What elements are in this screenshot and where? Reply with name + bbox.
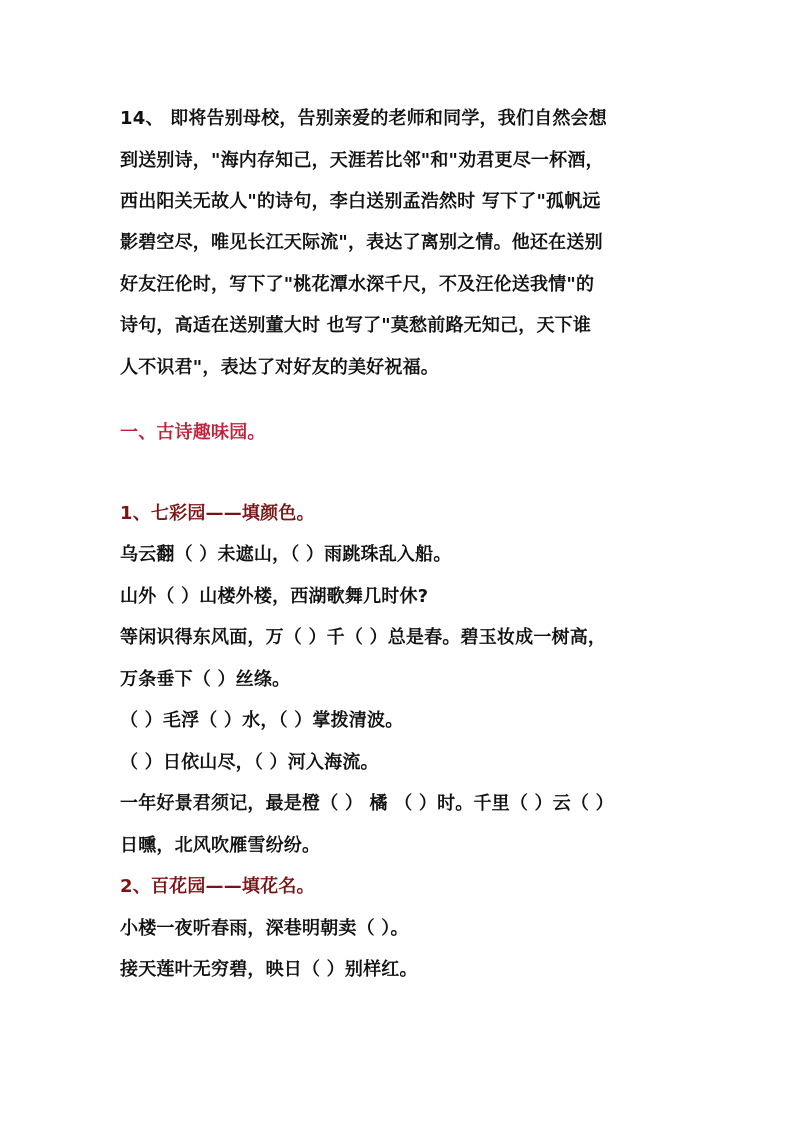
intro-line-6: 诗句，高适在送别董大时 也写了"莫愁前路无知己，天下谁 — [120, 315, 592, 336]
part1-line-4: 万条垂下（ ）丝绦。 — [120, 669, 291, 690]
part1-line-6: （ ）日依山尽，（ ）河入海流。 — [120, 752, 379, 773]
part1-title: 1、七彩园——填颜色。 — [120, 503, 315, 524]
part1-line-8: 日曛，北风吹雁雪纷纷。 — [120, 835, 321, 856]
part1-line-3: 等闲识得东风面，万（ ）千（ ）总是春。碧玉妆成一树高， — [120, 627, 607, 648]
part2-title: 2、百花园——填花名。 — [120, 876, 315, 897]
part1-line-2: 山外（ ）山楼外楼，西湖歌舞几时休? — [120, 586, 429, 607]
intro-line-7: 人不识君"，表达了对好友的美好祝福。 — [120, 357, 439, 378]
intro-line-3: 西出阳关无故人"的诗句，李白送别孟浩然时 写下了"孤帆远 — [120, 191, 601, 212]
part2-line-2: 接天莲叶无穷碧，映日（ ）别样红。 — [120, 959, 418, 980]
section-title: 一、古诗趣味园。 — [120, 422, 266, 443]
part1-line-5: （ ）毛浮（ ）水，（ ）掌拨清波。 — [120, 710, 404, 731]
part1-line-1: 乌云翻（ ）未遮山，（ ）雨跳珠乱入船。 — [120, 544, 452, 565]
intro-line-4: 影碧空尽，唯见长江天际流"，表达了离别之情。他还在送别 — [120, 232, 603, 253]
part2-line-1: 小楼一夜听春雨，深巷明朝卖（ ）。 — [120, 918, 409, 939]
intro-line-5: 好友汪伦时，写下了"桃花潭水深千尺，不及汪伦送我情"的 — [120, 274, 595, 295]
intro-line-2: 到送别诗，"海内存知己，天涯若比邻"和"劝君更尽一杯酒， — [120, 150, 604, 171]
part1-line-7: 一年好景君须记，最是橙（ ） 橘 （ ）时。千里（ ）云（ ） — [120, 793, 614, 814]
intro-line-1: 14、 即将告别母校，告别亲爱的老师和同学，我们自然会想 — [120, 108, 607, 129]
